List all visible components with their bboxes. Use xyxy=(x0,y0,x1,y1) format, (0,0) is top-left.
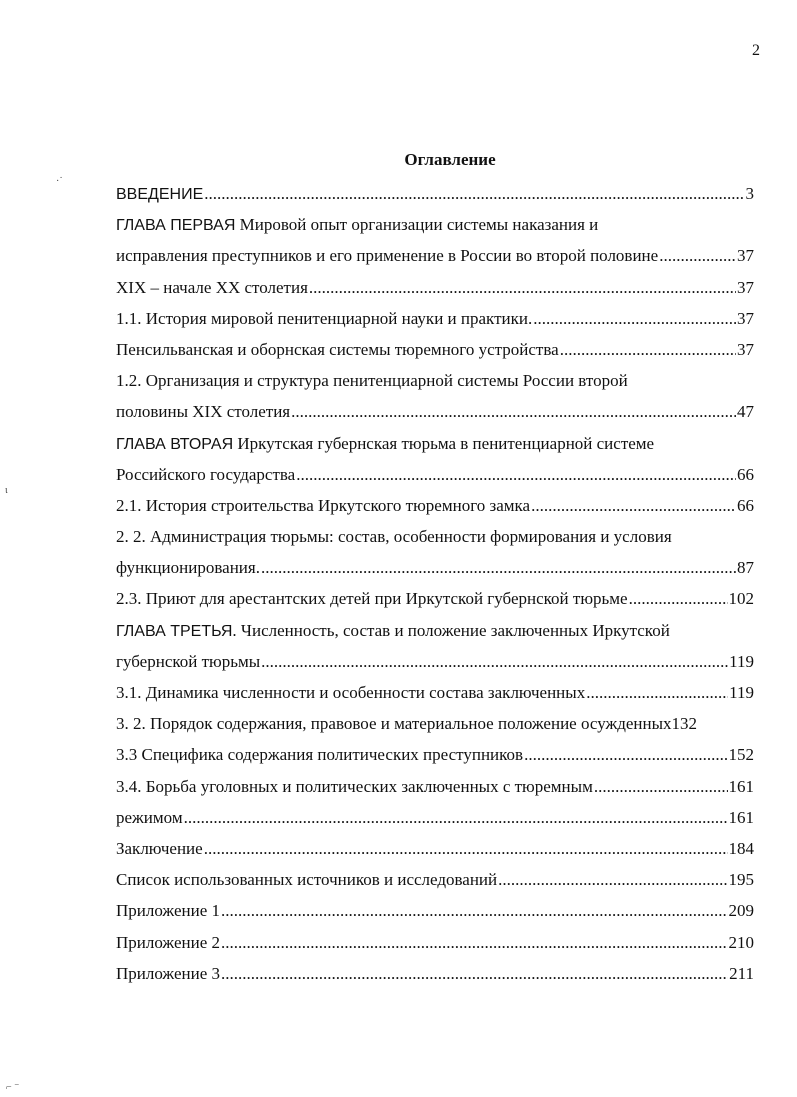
toc-entry xyxy=(116,521,754,552)
toc-entry xyxy=(116,958,754,989)
chapter-label: ГЛАВА ВТОРАЯ xyxy=(116,435,234,453)
toc-entry xyxy=(116,365,754,396)
toc-entry xyxy=(116,895,754,926)
chapter-label: ВВЕДЕНИЕ xyxy=(116,186,204,203)
dot-leader xyxy=(291,396,736,427)
entry-title: 2. 2. Администрация тюрьмы: состав, особенности формирования и условия xyxy=(116,527,672,547)
toc-entry xyxy=(116,272,754,303)
toc-entry-text xyxy=(116,958,220,989)
table-of-contents xyxy=(116,178,754,989)
toc-entry xyxy=(116,708,754,739)
dot-leader xyxy=(560,334,736,365)
entry-title: губернской тюрьмы xyxy=(116,651,261,671)
toc-entry-text xyxy=(116,365,628,396)
toc-entry-text xyxy=(116,521,672,552)
entry-title: Список использованных источников и исследований xyxy=(116,870,498,890)
entry-page-number: 3 xyxy=(745,184,754,203)
toc-entry-text xyxy=(116,677,585,708)
entry-title: Российского государства xyxy=(116,464,296,484)
toc-entry-text xyxy=(116,303,532,334)
toc-entry xyxy=(116,396,754,427)
toc-entry xyxy=(116,459,754,490)
toc-entry-text xyxy=(116,209,598,240)
toc-entry xyxy=(116,178,754,209)
page-number: 2 xyxy=(752,42,760,59)
toc-title-wrap xyxy=(0,150,797,170)
toc-entry xyxy=(116,552,754,583)
toc-entry-text xyxy=(116,833,203,864)
dot-leader xyxy=(309,272,736,303)
toc-entry xyxy=(116,615,754,646)
toc-entry-text xyxy=(116,428,654,459)
entry-title: Приложение 1 xyxy=(116,901,220,921)
entry-page-number: 161 xyxy=(728,776,754,796)
dot-leader xyxy=(586,677,728,708)
entry-page-number: 66 xyxy=(737,495,754,515)
dot-leader xyxy=(531,490,736,521)
toc-entry-text xyxy=(116,334,559,365)
toc-entry-text xyxy=(116,802,183,833)
toc-entry xyxy=(116,646,754,677)
entry-title: функционирования. xyxy=(116,558,260,578)
dot-leader xyxy=(221,958,728,989)
toc-entry xyxy=(116,677,754,708)
entry-page-number: 195 xyxy=(728,870,754,890)
toc-entry-text xyxy=(116,864,497,895)
entry-page-number: 37 xyxy=(737,308,754,328)
entry-title: режимом xyxy=(116,807,183,827)
entry-page-number: 119 xyxy=(729,683,754,702)
scan-speck: ɩ xyxy=(5,485,8,496)
scan-speck: ·˙ xyxy=(56,176,63,187)
page-title: Оглавление xyxy=(404,150,496,169)
dot-leader xyxy=(261,552,736,583)
scan-speck: ⌐ ⁻ xyxy=(6,1082,20,1093)
entry-page-number: 209 xyxy=(728,901,754,921)
toc-entry xyxy=(116,864,754,895)
dot-leader xyxy=(524,739,727,770)
dot-leader xyxy=(261,646,728,677)
dot-leader xyxy=(498,864,727,895)
entry-page-number: 47 xyxy=(737,402,754,422)
toc-entry-text xyxy=(116,178,203,209)
entry-page-number: 37 xyxy=(737,339,754,359)
dot-leader xyxy=(221,927,728,958)
toc-entry xyxy=(116,583,754,614)
dot-leader xyxy=(204,833,728,864)
entry-title: Приложение 3 xyxy=(116,963,220,983)
entry-title: Пенсильванская и оборнская системы тюремного устройства xyxy=(116,339,559,359)
toc-entry-text xyxy=(116,895,220,926)
toc-entry xyxy=(116,490,754,521)
toc-entry xyxy=(116,303,754,334)
entry-page-number: 102 xyxy=(728,589,754,609)
toc-entry-text xyxy=(116,459,295,490)
chapter-label: ГЛАВА ПЕРВАЯ xyxy=(116,217,236,235)
toc-entry xyxy=(116,334,754,365)
dot-leader xyxy=(629,583,728,614)
entry-title: половины XIX столетия xyxy=(116,402,291,422)
entry-title: 1.2. Организация и структура пенитенциарной системы России второй xyxy=(116,371,628,391)
dot-leader xyxy=(296,459,736,490)
toc-entry xyxy=(116,802,754,833)
toc-entry xyxy=(116,833,754,864)
entry-page-number: 37 xyxy=(737,246,754,266)
toc-entry-text xyxy=(116,272,308,303)
entry-page-number: 119 xyxy=(729,651,754,671)
entry-page-number: 87 xyxy=(737,558,754,578)
dot-leader xyxy=(594,771,728,802)
dot-leader xyxy=(221,895,728,926)
toc-entry xyxy=(116,927,754,958)
entry-page-number: 161 xyxy=(728,807,754,827)
entry-page-number: 66 xyxy=(737,464,754,484)
entry-page-number: 37 xyxy=(737,277,754,297)
entry-title: Заключение xyxy=(116,838,203,858)
entry-title: Мировой опыт организации системы наказания и xyxy=(235,215,599,235)
chapter-label: ГЛАВА ТРЕТЬЯ xyxy=(116,622,233,640)
toc-entry-text xyxy=(116,739,523,770)
toc-entry-text xyxy=(116,490,530,521)
entry-page-number: 211 xyxy=(729,963,754,983)
entry-title: 2.1. История строительства Иркутского тюремного замка xyxy=(116,495,531,515)
toc-entry-text xyxy=(116,396,290,427)
entry-title: 2.3. Приют для арестантских детей при Иркутской губернской тюрьме xyxy=(116,589,628,609)
toc-entry-text xyxy=(116,615,670,646)
toc-entry xyxy=(116,739,754,770)
entry-title: . Численность, состав и положение заключенных Иркутской xyxy=(232,620,670,640)
toc-entry-text xyxy=(116,240,658,271)
toc-entry-text xyxy=(116,927,220,958)
toc-entry-text xyxy=(116,583,628,614)
entry-title: Приложение 2 xyxy=(116,932,220,952)
toc-entry xyxy=(116,240,754,271)
toc-entry xyxy=(116,771,754,802)
toc-entry-text xyxy=(116,708,672,739)
entry-title: 3.1. Динамика численности и особенности состава заключенных xyxy=(116,683,586,702)
dot-leader xyxy=(659,240,736,271)
toc-entry-text xyxy=(116,552,260,583)
entry-title: исправления преступников и его применение в России во второй половине xyxy=(116,246,659,266)
entry-page-number: 184 xyxy=(728,838,754,858)
toc-entry-text xyxy=(116,771,593,802)
toc-entry xyxy=(116,209,754,240)
dot-leader xyxy=(533,303,736,334)
entry-title: 3.4. Борьба уголовных и политических заключенных с тюремным xyxy=(116,776,593,796)
entry-page-number: 132 xyxy=(671,714,698,734)
toc-entry xyxy=(116,428,754,459)
toc-entry-text xyxy=(116,646,260,677)
entry-title: Иркутская губернская тюрьма в пенитенциарной системе xyxy=(233,433,655,453)
entry-title: 1.1. История мировой пенитенциарной науки и практики. xyxy=(116,308,533,328)
dot-leader xyxy=(184,802,728,833)
dot-leader xyxy=(204,178,744,209)
entry-title: 3.3 Специфика содержания политических преступников xyxy=(116,745,524,765)
entry-page-number: 210 xyxy=(728,932,754,952)
entry-title: 3. 2. Порядок содержания, правовое и материальное положение осужденных xyxy=(116,714,672,734)
entry-title: XIX – начале XX столетия xyxy=(116,277,308,297)
entry-page-number: 152 xyxy=(728,745,754,765)
